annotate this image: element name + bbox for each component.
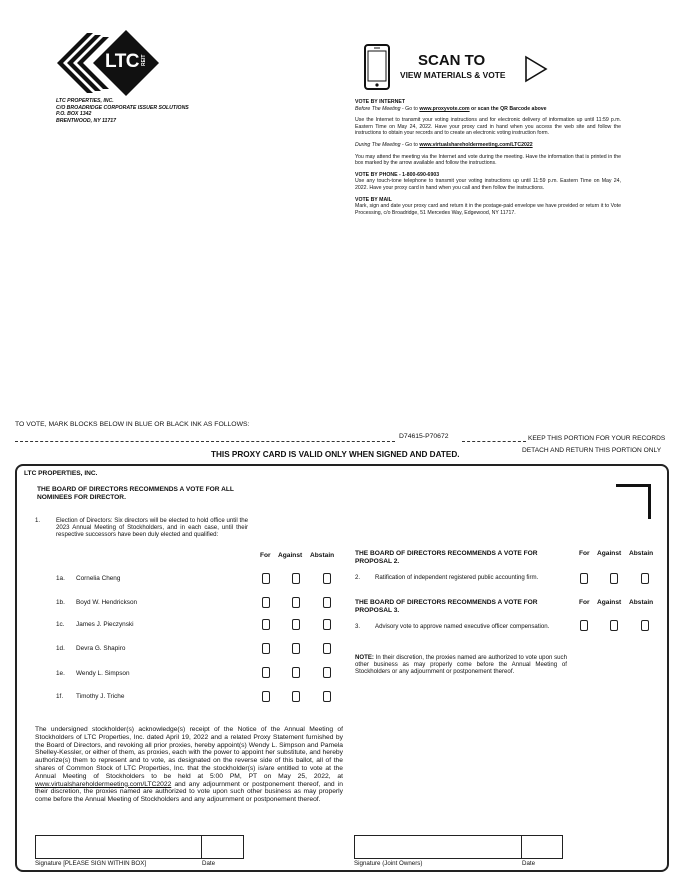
nominee-name: Timothy J. Triche	[76, 693, 125, 700]
valid-notice: THIS PROXY CARD IS VALID ONLY WHEN SIGNED AND DATED.	[211, 450, 460, 459]
for-checkbox[interactable]	[580, 620, 588, 631]
signature-box[interactable]	[35, 835, 202, 859]
against-checkbox[interactable]	[292, 573, 300, 584]
ack-link[interactable]: www.virtualshareholdermeeting.com/LTC2022	[35, 780, 172, 788]
item2-text: Ratification of independent registered public accounting firm.	[375, 574, 539, 581]
play-arrow-icon	[524, 55, 548, 88]
abstain-checkbox[interactable]	[641, 573, 649, 584]
date-label: Date	[202, 860, 216, 867]
virtual-meeting-link[interactable]: www.virtualshareholdermeeting.com/LTC2022	[419, 141, 533, 148]
card-company: LTC PROPERTIES, INC.	[24, 470, 98, 477]
nominee-name: Devra G. Shapiro	[76, 645, 126, 652]
ltc-logo	[55, 30, 165, 101]
item3-text: Advisory vote to approve named executive officer compensation.	[375, 623, 550, 630]
col-abstain-2: Abstain	[629, 550, 654, 557]
abstain-checkbox[interactable]	[323, 643, 331, 654]
nominee-num: 1e.	[56, 670, 65, 677]
nominee-num: 1b.	[56, 599, 65, 606]
board-rec-1: THE BOARD OF DIRECTORS RECOMMENDS A VOTE FOR ALL NOMINEES FOR DIRECTOR.	[37, 486, 234, 501]
for-checkbox[interactable]	[262, 597, 270, 608]
board-rec-2: THE BOARD OF DIRECTORS RECOMMENDS A VOTE FOR PROPOSAL 2.	[355, 550, 538, 565]
logo-sub: REIT	[141, 54, 147, 66]
nominee-num: 1c.	[56, 621, 65, 628]
for-checkbox[interactable]	[262, 573, 270, 584]
against-checkbox[interactable]	[292, 667, 300, 678]
joint-date-box[interactable]	[521, 835, 563, 859]
joint-signature-box[interactable]	[354, 835, 522, 859]
col-abstain: Abstain	[310, 552, 335, 559]
scan-subtitle: VIEW MATERIALS & VOTE	[400, 70, 506, 80]
detach-line	[15, 441, 395, 442]
board-rec-3: THE BOARD OF DIRECTORS RECOMMENDS A VOTE FOR PROPOSAL 3.	[355, 599, 538, 614]
detach-line-right	[462, 441, 526, 442]
col-for-3: For	[579, 599, 590, 606]
abstain-checkbox[interactable]	[323, 597, 331, 608]
phone-icon	[364, 44, 390, 95]
nominee-name: Wendy L. Simpson	[76, 670, 130, 677]
return-address: LTC PROPERTIES, INC. C/O BROADRIDGE CORPORATE ISSUER SOLUTIONS P.O. BOX 1342 BRENTWOOD, NY 11717	[56, 98, 189, 124]
for-checkbox[interactable]	[262, 667, 270, 678]
abstain-checkbox[interactable]	[323, 573, 331, 584]
against-checkbox[interactable]	[292, 619, 300, 630]
abstain-checkbox[interactable]	[641, 620, 649, 631]
joint-date-label: Date	[522, 860, 536, 867]
col-abstain-3: Abstain	[629, 599, 654, 606]
for-checkbox[interactable]	[262, 643, 270, 654]
phone-heading: VOTE BY PHONE - 1-800-690-6903	[355, 171, 440, 178]
against-checkbox[interactable]	[610, 620, 618, 631]
abstain-checkbox[interactable]	[323, 667, 331, 678]
mark-instructions: TO VOTE, MARK BLOCKS BELOW IN BLUE OR BLACK INK AS FOLLOWS:	[15, 421, 250, 428]
for-checkbox[interactable]	[262, 691, 270, 702]
joint-signature-label: Signature (Joint Owners)	[354, 860, 423, 867]
nominee-name: Boyd W. Hendrickson	[76, 599, 138, 606]
against-checkbox[interactable]	[292, 691, 300, 702]
note: NOTE: In their discretion, the proxies named are authorized to vote upon such other business as may properly come before the Annual Meeting of Stockholders or any adjournment or postponement thereof.	[355, 654, 567, 676]
corner-mark	[616, 484, 651, 519]
scan-title: SCAN TO	[418, 52, 486, 69]
item1-number: 1.	[35, 517, 41, 524]
mail-heading: VOTE BY MAIL	[355, 196, 392, 203]
detach-portion: DETACH AND RETURN THIS PORTION ONLY	[522, 447, 662, 454]
item1-text: Election of Directors: Six directors will be elected to hold office until the 2023 Annual Meeting of Stockholders, and in each case, until their respective successors have been duly elected and qualified:	[56, 517, 248, 539]
nominee-name: James J. Pieczynski	[76, 621, 134, 628]
col-for-2: For	[579, 550, 590, 557]
abstain-checkbox[interactable]	[323, 691, 331, 702]
against-checkbox[interactable]	[292, 597, 300, 608]
for-checkbox[interactable]	[262, 619, 270, 630]
internet-heading: VOTE BY INTERNET	[355, 99, 406, 105]
acknowledgement: The undersigned stockholder(s) acknowledge(s) receipt of the Notice of the Annual Meeting of Stockholders of LTC Properties, Inc. dated April 19, 2022 and a related Proxy Statement furnished by the Board of Directors, and revoking all prior proxies, hereby appoint(s) Wendy L. Simpson and Pamela Shelley-Kessler, or either of them, as proxies, each with the power to appoint her substitute, and hereby authorize(s) them to represent and to vote, as designated on the reverse side of this ballot, all of the shares of Common Stock of LTC Properties, Inc. that the stockholder(s) is/are entitled to vote at the Annual Meeting of Stockholders to be held at 5:00 PM, PT on May 25, 2022, at www.virtualshareholdermeeting.com/LTC2022 and any adjournment or postponement thereof, and in their discretion, the proxies named are authorized to vote upon such other business as may properly come before the Annual Meeting of Stockholders and any adjournment or postponement thereof.	[35, 726, 343, 804]
control-number: D74615-P70672	[399, 433, 449, 440]
col-for: For	[260, 552, 271, 559]
col-against: Against	[278, 552, 303, 559]
proxyvote-link[interactable]: www.proxyvote.com	[419, 105, 470, 112]
keep-portion: KEEP THIS PORTION FOR YOUR RECORDS	[528, 435, 666, 442]
logo-text: LTC	[105, 51, 140, 72]
for-checkbox[interactable]	[580, 573, 588, 584]
abstain-checkbox[interactable]	[323, 619, 331, 630]
against-checkbox[interactable]	[292, 643, 300, 654]
item2-number: 2.	[355, 574, 361, 581]
nominee-num: 1f.	[56, 693, 64, 700]
col-against-2: Against	[597, 550, 622, 557]
signature-label: Signature [PLEASE SIGN WITHIN BOX]	[35, 860, 147, 867]
nominee-name: Cornelia Cheng	[76, 575, 121, 582]
date-box[interactable]	[201, 835, 244, 859]
item3-number: 3.	[355, 623, 361, 630]
nominee-num: 1a.	[56, 575, 65, 582]
col-against-3: Against	[597, 599, 622, 606]
against-checkbox[interactable]	[610, 573, 618, 584]
nominee-num: 1d.	[56, 645, 65, 652]
voting-instructions: VOTE BY INTERNET Before The Meeting - Go to www.proxyvote.com or scan the QR Barcode above Use the Internet to transmit your voting instructions and for electronic delivery of information up until 11:59 p.m. Eastern Time on May 24, 2022. Have your proxy card in hand when you access the web site and follow the instructions to obtain your records and to create an electronic voting instruction form. During The Meeting - Go to www.virtualshareholdermeeting.com/LTC2022 You may attend the meeting via the Internet and vote during the meeting. Have the information that is printed in the box marked by the arrow available and follow the instructions. VOTE BY PHONE - 1-800-690-6903 Use any touch-tone telephone to transmit your voting instructions up until 11:59 p.m. Eastern Time on May 24, 2022. Have your proxy card in hand when you call and then follow the instructions. VOTE BY MAIL Mark, sign and date your proxy card and return it in the postage-paid envelope we have provided or return it to Vote Processing, c/o Broadridge, 51 Mercedes Way, Edgewood, NY 11717.	[355, 99, 621, 216]
